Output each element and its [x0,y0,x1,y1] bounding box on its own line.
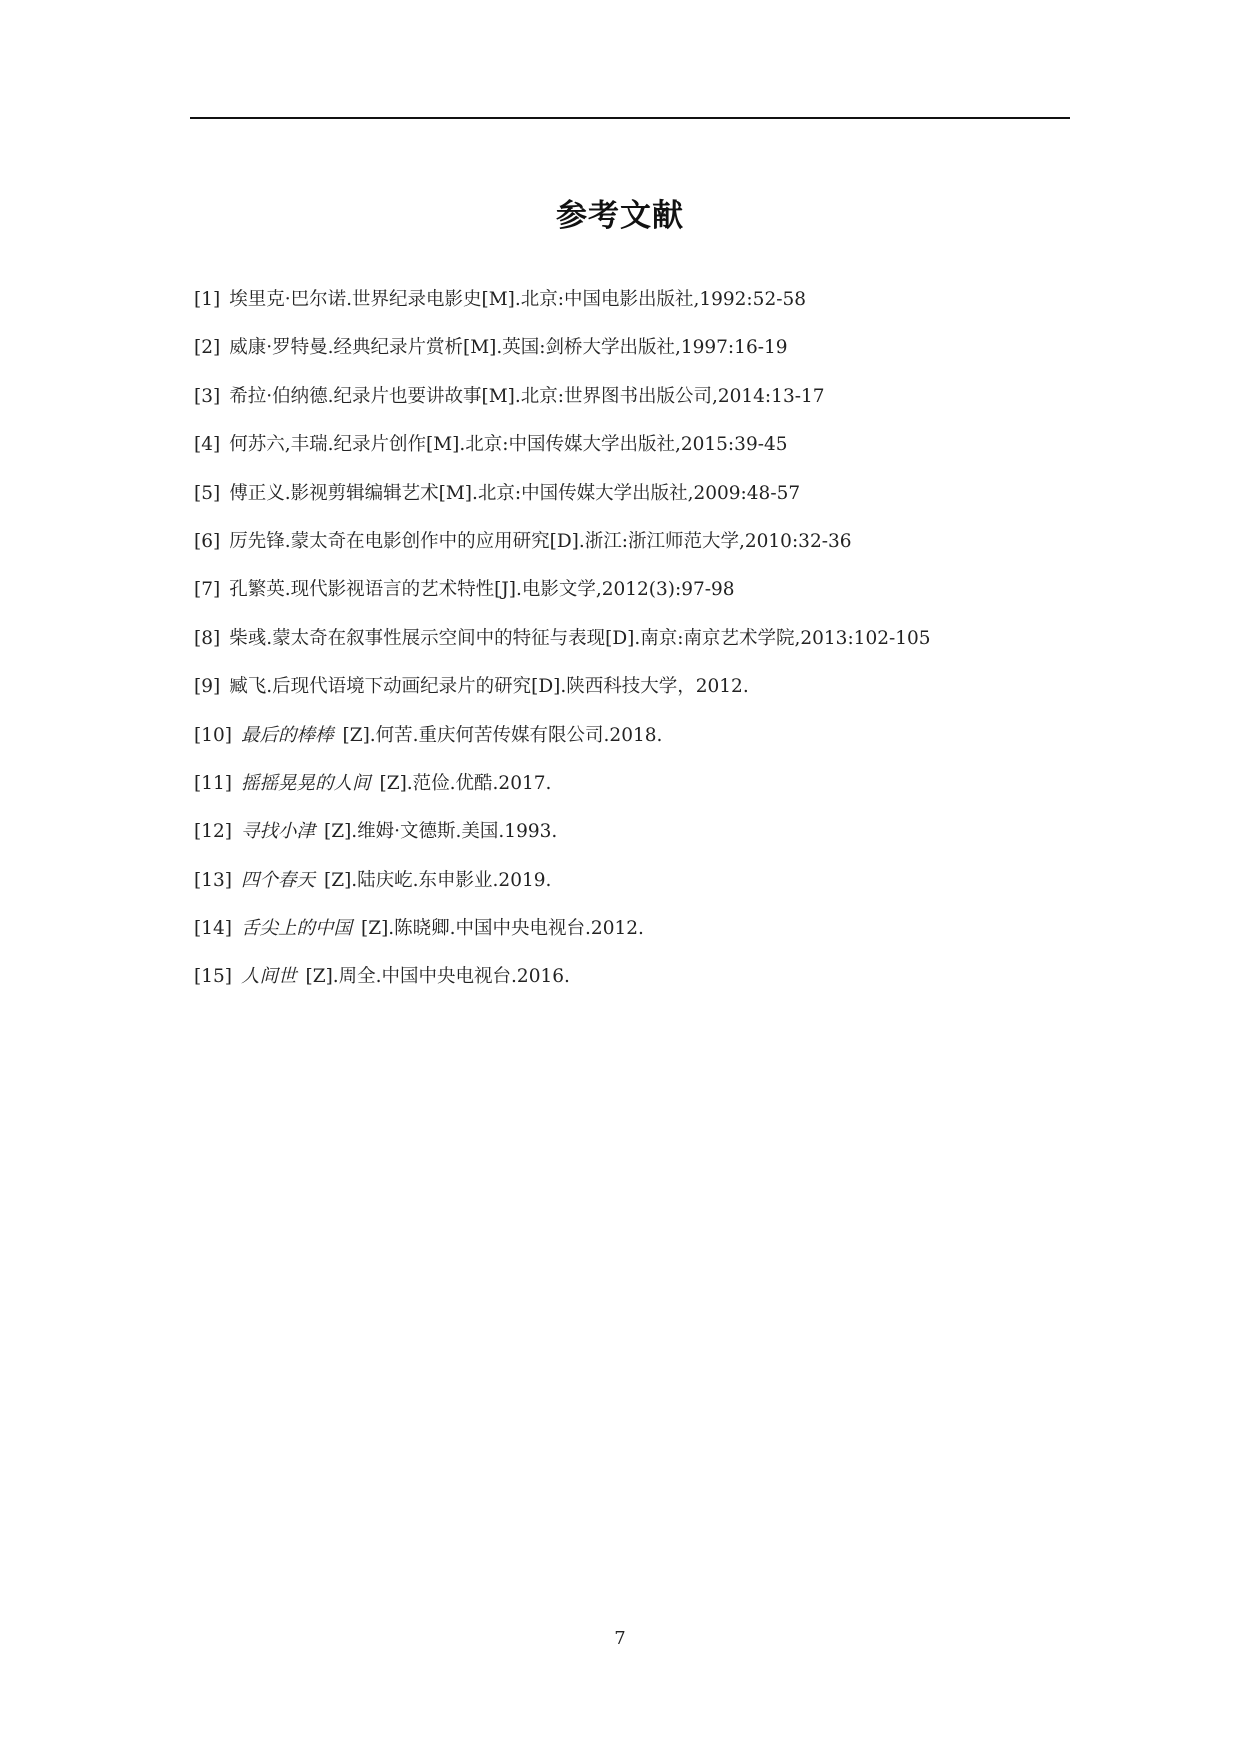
reference-text: 何苏六,丰瑞.纪录片创作[M].北京:中国传媒大学出版社,2015:39-45 [229,434,788,456]
reference-item [194,621,1074,669]
reference-text: 威康·罗特曼.经典纪录片赏析[M].英国:剑桥大学出版社,1997:16-19 [229,337,788,359]
page-number: 7 [614,1628,626,1649]
reference-text: [Z].周全.中国中央电视台.2016. [305,966,570,988]
reference-item [194,524,1074,572]
reference-item [194,669,1074,717]
reference-item [194,911,1074,959]
reference-number: [15] [194,966,232,988]
reference-item [194,959,1074,1007]
reference-item [194,427,1074,475]
reference-text: 傅正义.影视剪辑编辑艺术[M].北京:中国传媒大学出版社,2009:48-57 [229,482,801,504]
reference-number: [4] [194,434,221,456]
reference-item [194,766,1074,814]
reference-number: [1] [194,289,221,310]
page-title: 参考文献 [556,198,684,234]
reference-text: 臧飞.后现代语境下动画纪录片的研究[D].陕西科技大学，2012. [229,676,749,698]
reference-number: [14] [194,918,232,940]
reference-item [194,379,1074,427]
reference-list [194,282,1074,1008]
reference-item [194,330,1074,378]
reference-text: [Z].维姆·文德斯.美国.1993. [324,821,558,843]
reference-number: [11] [194,772,232,794]
reference-text: 孔繁英.现代影视语言的艺术特性[J].电影文学,2012(3):97-98 [229,579,735,601]
reference-number: [13] [194,869,232,891]
reference-item [194,572,1074,620]
reference-work-title: 寻找小津 [240,821,315,843]
reference-text: [Z].范俭.优酷.2017. [379,772,552,794]
reference-work-title: 四个春天 [240,869,315,891]
reference-work-title: 人间世 [240,966,297,988]
reference-item [194,476,1074,524]
reference-work-title: 最后的棒棒 [240,724,334,746]
reference-item [194,718,1074,766]
reference-number: [9] [194,676,221,698]
reference-item [194,814,1074,862]
reference-text: 希拉·伯纳德.纪录片也要讲故事[M].北京:世界图书出版公司,2014:13-17 [229,385,825,407]
reference-number: [12] [194,821,232,843]
reference-number: [10] [194,724,232,746]
reference-item [194,282,1074,330]
reference-item [194,863,1074,911]
reference-number: [6] [194,530,221,552]
reference-number: [5] [194,482,221,504]
reference-work-title: 舌尖上的中国 [240,918,352,940]
reference-number: [2] [194,337,221,359]
reference-text: [Z].陈晓卿.中国中央电视台.2012. [361,918,644,940]
reference-work-title: 摇摇晃晃的人间 [240,772,371,794]
reference-text: 厉先锋.蒙太奇在电影创作中的应用研究[D].浙江:浙江师范大学,2010:32-36 [229,530,852,552]
reference-text: 柴彧.蒙太奇在叙事性展示空间中的特征与表现[D].南京:南京艺术学院,2013:102-105 [229,627,931,649]
reference-text: 埃里克·巴尔诺.世界纪录电影史[M].北京:中国电影出版社,1992:52-58 [229,289,806,310]
reference-number: [8] [194,627,221,649]
reference-number: [7] [194,579,221,601]
reference-number: [3] [194,385,221,407]
reference-text: [Z].何苦.重庆何苦传媒有限公司.2018. [342,724,663,746]
header-rule [190,117,1070,119]
reference-text: [Z].陆庆屹.东申影业.2019. [324,869,552,891]
